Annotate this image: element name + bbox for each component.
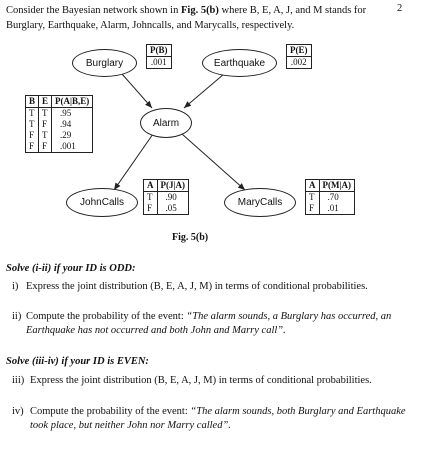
cpt-marycalls: [305, 179, 355, 215]
node-marycalls: MaryCalls: [224, 188, 296, 217]
intro-text-start: Consider the Bayesian network shown in: [6, 5, 181, 16]
item-text: Express the joint distribution (B, E, A, J, M) in terms of conditional probabilities.: [30, 375, 372, 386]
odd-item-1: [12, 280, 410, 294]
item-text: Express the joint distribution (B, E, A, J, M) in terms of conditional probabilities.: [26, 281, 368, 292]
item-quote: “The alarm sounds, a Burglary has occurred, an Earthquake has not occurred and both John and Marry call”.: [26, 311, 392, 336]
node-earthquake: Earthquake: [202, 49, 277, 77]
edge-burglary-alarm: [122, 74, 152, 108]
cpt-column-a: T F: [306, 192, 320, 215]
cpt-alarm: [25, 95, 93, 153]
node-alarm: Alarm: [140, 108, 192, 138]
cpt-header: B: [26, 96, 39, 108]
page-number: 2: [397, 3, 403, 14]
cpt-column-prob: .90 .05: [157, 192, 188, 215]
cpt-header: P(J|A): [157, 180, 188, 192]
cpt-value: .001: [147, 57, 172, 69]
cpt-header: P(B): [147, 45, 172, 57]
figure-caption: Fig. 5(b): [172, 232, 209, 243]
cpt-value: .002: [287, 57, 312, 69]
cpt-header: P(E): [287, 45, 312, 57]
cpt-johncalls: [143, 179, 189, 215]
item-prefix: Compute the probability of the event:: [30, 406, 191, 417]
cpt-column-b: T T F F: [26, 108, 39, 153]
item-prefix: Compute the probability of the event:: [26, 311, 187, 322]
odd-heading: Solve (i-ii) if your ID is ODD:: [6, 263, 136, 274]
cpt-header: A: [306, 180, 320, 192]
item-label: iii): [12, 375, 25, 386]
intro-text-end: where B, E, A, J, and M stands for Burglary, Earthquake, Alarm, Johncalls, and Marycalls, respectively.: [6, 5, 367, 31]
cpt-header: P(A|B,E): [52, 96, 93, 108]
even-heading: Solve (iii-iv) if your ID is EVEN:: [6, 356, 149, 367]
item-quote: “The alarm sounds, both Burglary and Earthquake took place, but neither John nor Marry called”.: [30, 406, 406, 431]
item-label: iv): [12, 406, 24, 417]
even-item-4: [12, 405, 410, 433]
node-johncalls: JohnCalls: [66, 188, 138, 217]
item-label: ii): [12, 311, 22, 322]
odd-item-2: [12, 310, 410, 338]
even-item-3: [12, 374, 410, 388]
item-label: i): [12, 281, 19, 292]
cpt-header: P(M|A): [319, 180, 354, 192]
edge-alarm-marycalls: [182, 134, 245, 190]
cpt-earthquake: [286, 44, 312, 69]
cpt-column-a: T F: [144, 192, 158, 215]
cpt-burglary: [146, 44, 172, 69]
cpt-column-prob: .95 .94 .29 .001: [52, 108, 93, 153]
node-burglary: Burglary: [72, 49, 137, 77]
cpt-column-e: T F T F: [39, 108, 52, 153]
item-text: [26, 310, 410, 338]
cpt-header: E: [39, 96, 52, 108]
cpt-header: A: [144, 180, 158, 192]
cpt-column-prob: .70 .01: [319, 192, 354, 215]
edge-earthquake-alarm: [184, 74, 224, 108]
intro-figure-ref: Fig. 5(b): [180, 5, 219, 16]
item-text: [30, 405, 410, 433]
